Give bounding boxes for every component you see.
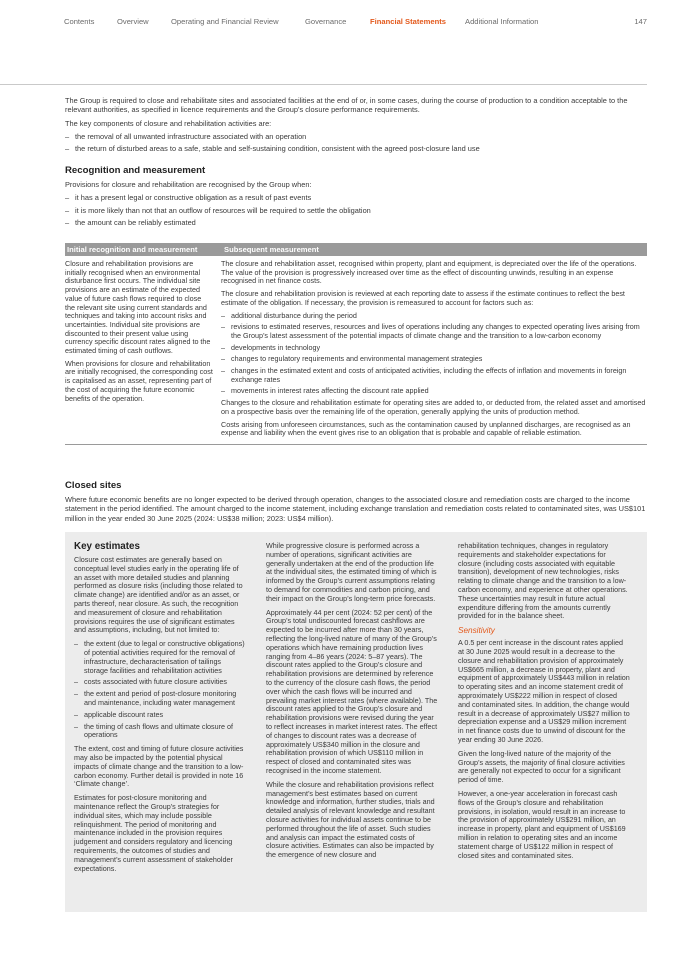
recognition-criteria-list [65,193,647,227]
key-estimates-column-2 [266,542,438,865]
estimates-assumptions-list [74,640,246,740]
recognition-section [65,165,647,230]
list-item: – the removal of all unwanted infrastructure associated with an operation [65,132,647,141]
list-item: – costs associated with future closure activities [74,678,246,687]
list-item: – revisions to estimated reserves, resources and lives of operations including any changes to expected operating lives arising from the Group’s latest assessment of the potential impacts of climate change and the transition to a low-carbon economy [221,323,647,340]
intro-components-lead: The key components of closure and rehabilitation activities are: [65,118,272,128]
table-header-initial: Initial recognition and measurement [67,245,198,254]
page-number: 147 [634,17,647,26]
list-item: – the extent (due to legal or constructive obligations) of potential activities required for the removal of infrastructure, decharacterisation of tailings storage facilities and rehabilitation activities [74,640,246,675]
section-heading: Closed sites [65,480,122,491]
header-divider [0,84,647,85]
list-item: – additional disturbance during the period [221,312,647,321]
key-estimates-paragraph: Closure cost estimates are generally based on conceptual level studies early in the operating life of an asset with more detailed studies and planning performed as closure risks (including those related to climate change) are identified and/or as an asset, or parts thereof, near closure. As such, the recognition and measurement of closure and rehabilitation provisions requires the use of significant estimates and assumptions, including, but not limited to: [74,555,243,635]
top-navigation [64,17,647,29]
sensitivity-heading: Sensitivity [458,626,495,636]
table-row [65,256,647,445]
sensitivity-paragraph: A 0.5 per cent increase in the discount rates applied at 30 June 2025 would result in a decrease to the closure and rehabilitation provision of approximately US$665 million, a decrease in property, plant and equipment of approximately US$443 million in relation to operating sites and an income statement credit of approximately US$222 million in respect of closed and contaminated sites. In addition, the change would result in a decrease of approximately US$27 million to depreciation expense and a US$29 million increment in net finance costs due to unwind of discount for the year ending 30 June 2026. [458,638,630,744]
initial-recognition-paragraph: Closure and rehabilitation provisions are initially recognised when an environmental disturbance first occurs. The individual site provisions are an estimate of the expected value of future cash flows required to close the relevant site using current standards and techniques and taking into account risks and uncertainties. Individual site provisions are discounted to their present value using currency specific discount rates aligned to the estimated timing of cash outflows. [65,259,211,356]
subsequent-paragraph: Changes to the closure and rehabilitation estimate for operating sites are added to, or deducted from, the related asset and amortised on a prospective basis over the remaining life of the operation, generally applying the units of production method. [221,398,646,416]
key-estimates-heading: Key estimates [74,541,140,552]
table-header-subsequent: Subsequent measurement [224,245,319,254]
sensitivity-paragraph: Given the long-lived nature of the majority of the Group’s assets, the majority of final closure activities are generally not expected to occur for a significant period of time. [458,748,625,785]
list-item: – changes in the estimated extent and costs of anticipated activities, including the effects of inflation and movements in foreign exchange rates [221,367,647,384]
recognition-lead: Provisions for closure and rehabilitation are recognised by the Group when: [65,180,312,189]
sensitivity-paragraph: However, a one-year acceleration in forecast cash flows of the Group’s closure and rehabilitation provisions, in isolation, would result in an increase to the provision of approximately US$291 million, an increase in property, plant and equipment of US$169 million in relation to operating sites and an income statement charge of US$122 million in respect of closed sites and contaminated sites. [458,788,626,860]
list-item: – the timing of cash flows and ultimate closure of operations [74,723,246,741]
subsequent-paragraph: The closure and rehabilitation asset, recognised within property, plant and equipment, is depreciated over the life of the operations. The value of the provision is progressively increased over time as the effect of discounting unwinds, resulting in an expense recognised in net finance costs. [221,259,637,286]
initial-recognition-paragraph: When provisions for closure and rehabilitation are initially recognised, the corresponding cost is capitalised as an asset, representing part of the cost of acquiring the future economic benefits of the operation. [65,358,213,403]
subsequent-paragraph: Costs arising from unforeseen circumstances, such as the contamination caused by unplanned discharges, are recognised as an expense and liability when the event gives rise to an obligation that is probable and capable of reliable estimation. [221,419,631,438]
table-cell-subsequent [221,260,647,438]
section-heading: Recognition and measurement [65,165,206,176]
list-item: – it has a present legal or constructive obligation as a result of past events [65,193,647,202]
nav-link-financial-statements[interactable]: Financial Statements [370,17,446,26]
key-estimates-paragraph: While the closure and rehabilitation provisions reflect management’s best estimates based on current knowledge and information, further studies, trials and detailed analysis of relevant knowledge and resultant closure activities for individual assets continue to be performed throughout the life of asset. Such studies and analysis can impact the estimated costs of closure activities. Estimates can also be impacted by the emergence of new closure and [266,779,435,860]
remeasurement-factors-list [221,312,647,397]
intro-components-list [65,132,647,154]
list-item: – movements in interest rates affecting the discount rate applied [221,387,647,396]
table-header [65,243,647,256]
closed-sites-paragraph: Where future economic benefits are no longer expected to be derived through operation, changes to the associated closure and remediation costs are charged to the income statement in the period identified. The amount charged to the income statement, including exchange translation and remediation costs related to contaminated sites, was US$101 million in the year ended 30 June 2025 (2024: US$38 million; 2023: US$4 million). [65,495,646,523]
key-estimates-paragraph: While progressive closure is performed across a number of operations, significant activities are generally undertaken at the end of the production life at the individual sites, the estimated timing of which is informed by the Group’s current assumptions relating to demand for commodities and carbon pricing, and their impact on the Group’s long-term price forecasts. [266,541,437,603]
key-estimates-box [65,532,647,912]
nav-link-operating-and-financial-review[interactable]: Operating and Financial Review [171,17,279,26]
intro-paragraph: The Group is required to close and rehabilitate sites and associated facilities at the end of or, in some cases, during the course of production to a condition acceptable to the relevant authorities, as specified in licence requirements and the Group’s closure performance requirements. [65,96,628,115]
subsequent-paragraph: The closure and rehabilitation provision is reviewed at each reporting date to assess if the estimate continues to reflect the best estimate of the obligation. If necessary, the provision is remeasured to account for factors such as: [221,289,625,307]
key-estimates-paragraph: rehabilitation techniques, changes in regulatory requirements and stakeholder expectations for closure (including costs associated with equitable transition), development of new technologies, risks relating to climate change and the transition to a low-carbon economy, and experience at other operations. These uncertainties may result in future actual expenditure differing from the amounts currently provided for in the balance sheet. [458,541,628,621]
table-cell-initial [65,260,221,438]
key-estimates-paragraph: Approximately 44 per cent (2024: 52 per cent) of the Group’s total undiscounted forecast cashflows are expected to be incurred after more than 30 years, reflecting the long-lived nature of many of the Group’s operations which have remaining production lives ranging from 4–86 years (2024: 5–87 years). The discount rates applied to the Group’s closure and rehabilitation provisions are determined by reference to the currency of the closure cash flows, the period over which the cash flows will be incurred and prevailing market interest rates (where available). The discount rates applied to the Group’s closure and rehabilitation provisions were revised during the year to reflect increases in market interest rates. The effect of changes to discount rates was a decrease of approximately US$340 million in the closure and rehabilitation provision of which US$110 million in respect of closed and contaminated sites was recognised in the income statement. [266,607,438,775]
list-item: – developments in technology [221,344,647,353]
key-estimates-column-1 [74,541,246,878]
list-item: – it is more likely than not that an outflow of resources will be required to settle the obligation [65,206,647,215]
nav-link-additional-information[interactable]: Additional Information [465,17,539,26]
list-item: – changes to regulatory requirements and environmental management strategies [221,355,647,364]
nav-link-contents[interactable]: Contents [64,17,95,26]
key-estimates-paragraph: The extent, cost and timing of future closure activities may also be impacted by the potential physical impacts of climate change and the transition to a low-carbon economy. Further detail is provided in note 16 ‘Climate change’. [74,744,244,789]
list-item: – the extent and period of post-closure monitoring and maintenance, including water management [74,690,246,708]
key-estimates-column-3 [458,542,630,865]
measurement-table [65,243,647,445]
intro-section [65,96,647,156]
list-item: – applicable discount rates [74,711,246,720]
list-item: – the return of disturbed areas to a safe, stable and self-sustaining condition, consistent with the agreed post-closure land use [65,144,647,153]
key-estimates-paragraph: Estimates for post-closure monitoring and maintenance reflect the Group’s strategies for individual sites, which may include possible relinquishment. The period of monitoring and maintenance included in the provision requires judgement and considers regulatory and licencing requirements, the outcomes of studies and management’s current assessment of stakeholder expectations. [74,793,233,873]
nav-link-overview[interactable]: Overview [117,17,149,26]
closed-sites-section [65,480,647,527]
list-item: – the amount can be reliably estimated [65,218,647,227]
nav-link-governance[interactable]: Governance [305,17,347,26]
